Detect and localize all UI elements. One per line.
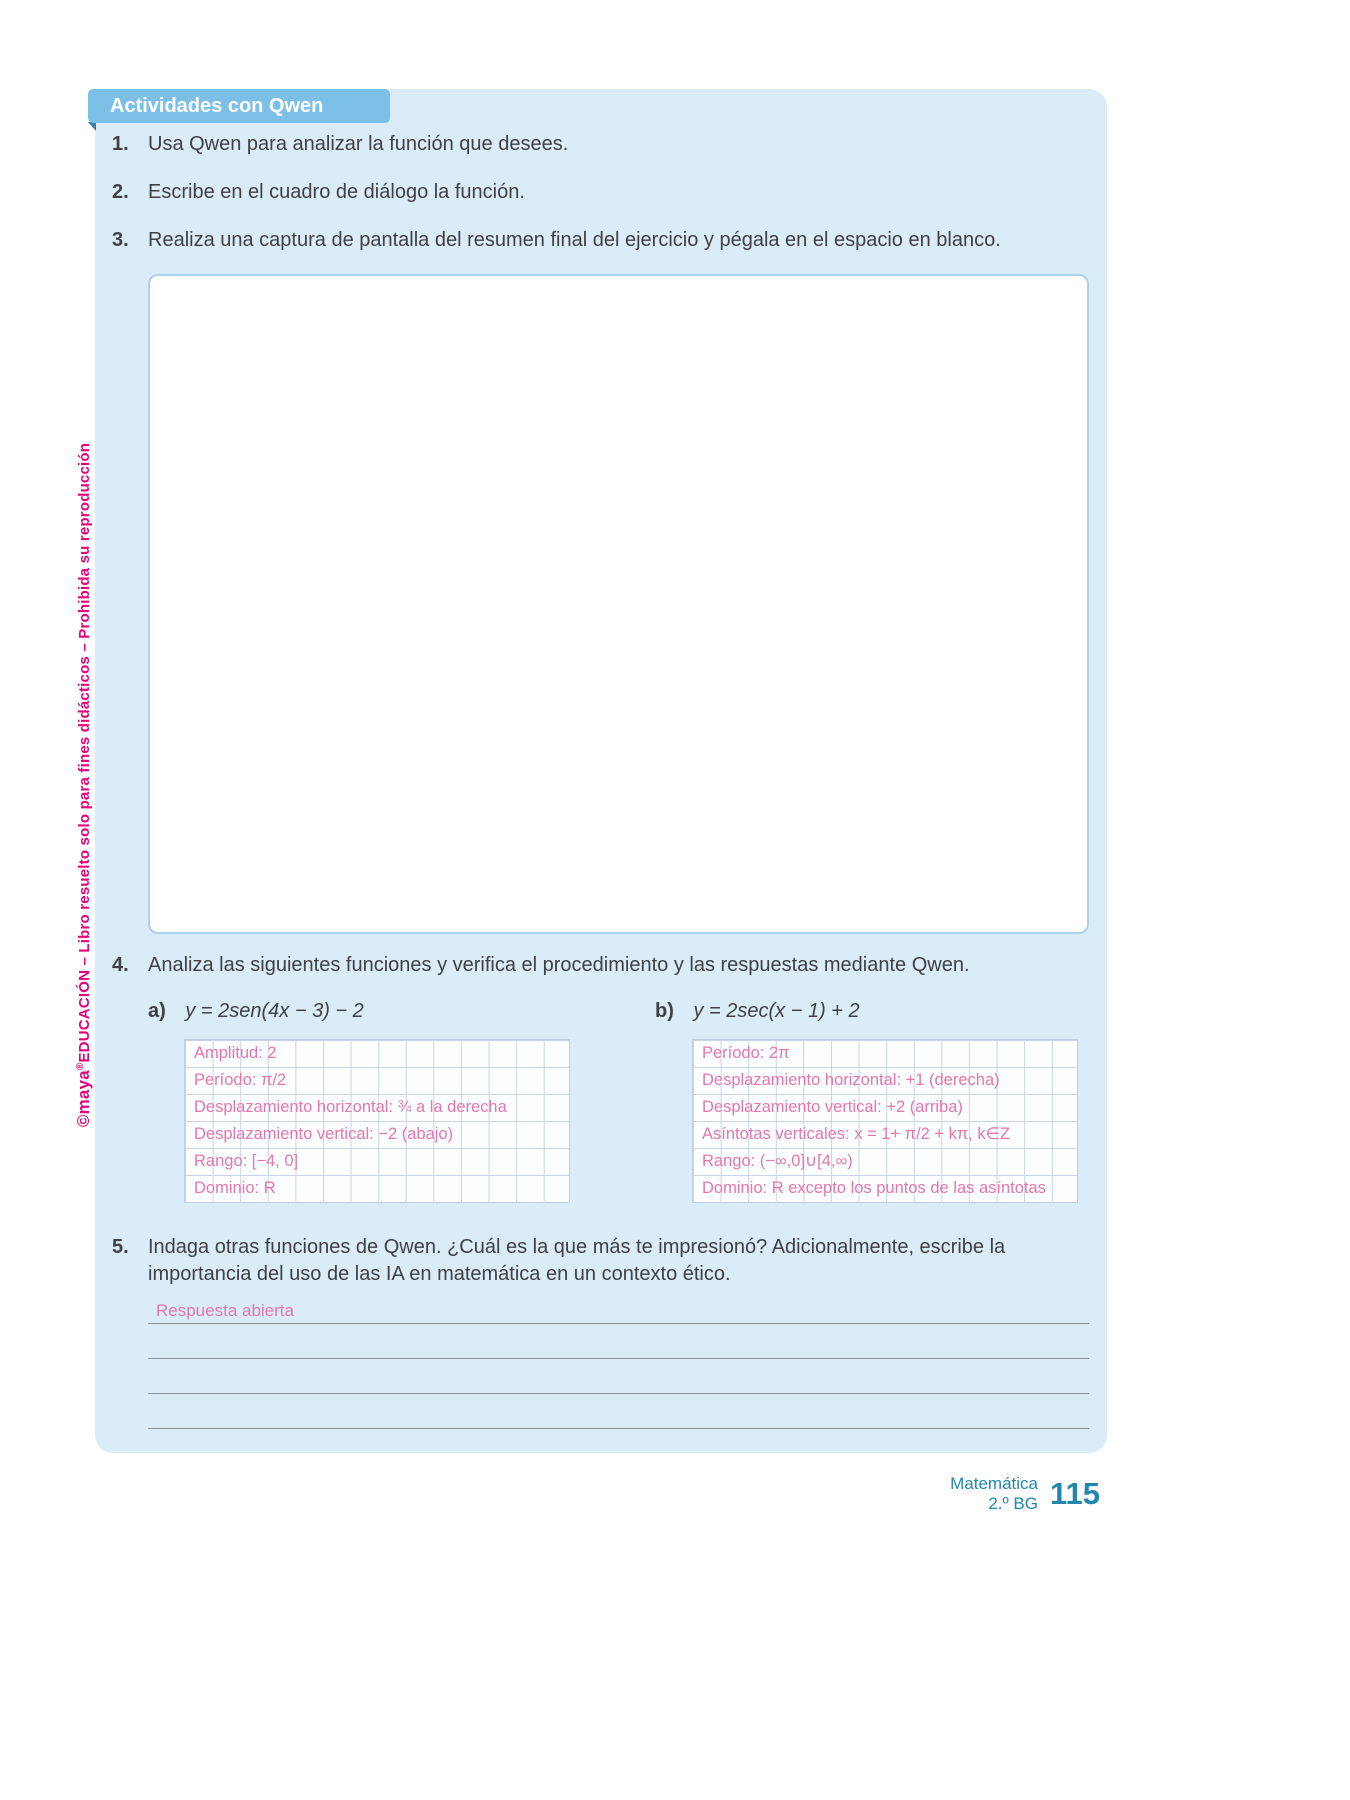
exercise-b-line <box>655 1000 860 1023</box>
panel-title: Actividades con Qwen <box>110 95 324 117</box>
item-number: 5. <box>112 1236 129 1258</box>
activity-item-5 <box>112 1234 1097 1288</box>
exercise-b-label: b) <box>655 1000 674 1022</box>
item-text: Analiza las siguientes funciones y verifica el procedimiento y las respuestas mediante Qwen. <box>148 954 970 976</box>
answer-line <box>148 1358 1089 1359</box>
page-footer <box>950 1474 1100 1514</box>
item-text: Escribe en el cuadro de diálogo la función. <box>148 181 525 203</box>
footer-subject: Matemática <box>950 1474 1038 1493</box>
answer-grid-a <box>184 1039 570 1203</box>
answer-line <box>148 1393 1089 1394</box>
footer-grade: 2.º BG <box>988 1494 1038 1513</box>
answer-row: Amplitud: 2 <box>194 1044 277 1062</box>
exercise-a-formula: y = 2sen(4x − 3) − 2 <box>185 1000 364 1022</box>
answer-row: Período: π/2 <box>194 1071 287 1089</box>
answer-row: Desplazamiento horizontal: +1 (derecha) <box>702 1071 1000 1089</box>
footer-meta <box>950 1474 1038 1514</box>
activity-item-2 <box>112 179 1097 206</box>
maya-logo: ©maya <box>74 1070 93 1128</box>
answer-row: Desplazamiento vertical: −2 (abajo) <box>194 1125 454 1143</box>
answer-row: Rango: (−∞,0]∪[4,∞) <box>702 1152 853 1170</box>
answer-row: Desplazamiento horizontal: ¾ a la derecha <box>194 1098 507 1116</box>
activity-item-3 <box>112 227 1097 254</box>
answer-row: Desplazamiento vertical: +2 (arriba) <box>702 1098 963 1116</box>
exercise-a-line <box>148 1000 364 1023</box>
ribbon-fold-triangle <box>88 122 96 131</box>
watermark-text: EDUCACIÓN – Libro resuelto solo para fines didácticos – Prohibida su reproducción <box>76 442 93 1063</box>
answer-row: Rango: [−4, 0] <box>194 1152 299 1170</box>
registered-mark: ® <box>75 1062 86 1071</box>
answer-row: Dominio: R excepto los puntos de las asíntotas <box>702 1179 1046 1197</box>
answer-row: Dominio: R <box>194 1179 276 1197</box>
answer-row: Asíntotas verticales: x = 1+ π/2 + kπ, k∈Z <box>702 1125 1011 1143</box>
item-number: 3. <box>112 229 129 251</box>
activity-item-1 <box>112 131 1097 158</box>
item-text: Indaga otras funciones de Qwen. ¿Cuál es la que más te impresionó? Adicionalmente, escribe la importancia del uso de las IA en matemática en un contexto ético. <box>148 1236 1006 1285</box>
activity-item-4 <box>112 952 1097 979</box>
exercise-a-label: a) <box>148 1000 166 1022</box>
panel-header-ribbon <box>88 89 390 123</box>
item-number: 2. <box>112 181 129 203</box>
exercise-b-formula: y = 2sec(x − 1) + 2 <box>693 1000 860 1022</box>
answer-row: Período: 2π <box>702 1044 790 1062</box>
answer-line <box>148 1323 1089 1324</box>
item-number: 4. <box>112 954 129 976</box>
answer-grid-b <box>692 1039 1078 1203</box>
answer-line <box>148 1428 1089 1429</box>
item-text: Usa Qwen para analizar la función que desees. <box>148 133 569 155</box>
copyright-watermark <box>74 443 94 1127</box>
open-answer-label: Respuesta abierta <box>156 1301 294 1320</box>
item-text: Realiza una captura de pantalla del resumen final del ejercicio y pégala en el espacio en blanco. <box>148 229 1001 251</box>
item-number: 1. <box>112 133 129 155</box>
page-number: 115 <box>1049 1476 1100 1511</box>
screenshot-paste-area <box>148 274 1089 934</box>
